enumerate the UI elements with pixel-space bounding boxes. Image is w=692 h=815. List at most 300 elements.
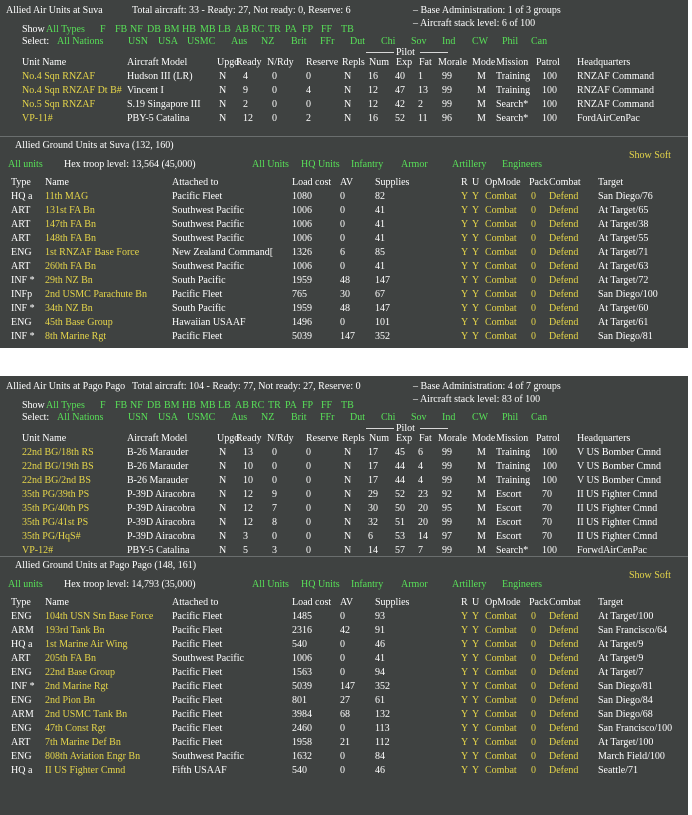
panel1-air-col-reserve[interactable]: Reserve bbox=[306, 57, 339, 68]
panel2-air-cell: 3 bbox=[272, 545, 277, 556]
panel2-air-cell: 23 bbox=[418, 489, 428, 500]
panel2-air-cell: 57 bbox=[395, 545, 405, 556]
panel2-air-cell[interactable]: 35th PG/40th PS bbox=[22, 503, 90, 514]
panel2-ground-cell[interactable]: 2nd USMC Tank Bn bbox=[45, 709, 128, 720]
panel2-filter-nation-phil[interactable]: Phil bbox=[502, 412, 519, 423]
panel2-ground-cell[interactable]: 47th Const Rgt bbox=[45, 723, 106, 734]
panel2-air-cell: 30 bbox=[368, 503, 378, 514]
panel1-filter-nation-usa[interactable]: USA bbox=[158, 36, 179, 47]
panel2-air-cell: 6 bbox=[418, 447, 423, 458]
panel2-filter-type-pa[interactable]: PA bbox=[285, 400, 297, 411]
panel2-filter-type-rc[interactable]: RC bbox=[251, 400, 265, 411]
panel2-ground-col-supplies[interactable]: Supplies bbox=[375, 597, 410, 608]
panel2-ground-cell: 84 bbox=[375, 751, 385, 762]
panel1-ground-cell: 1006 bbox=[292, 219, 312, 230]
panel2-ground-cell: Combat bbox=[485, 681, 517, 692]
panel2-ground-cell[interactable]: 205th FA Bn bbox=[45, 653, 96, 664]
panel1-ground-cell: ART bbox=[11, 233, 31, 244]
panel1-air-cell: 52 bbox=[395, 113, 405, 124]
panel2-filter-type-fb[interactable]: FB bbox=[115, 400, 128, 411]
panel1-ground-cell: Y bbox=[472, 289, 480, 300]
panel1-air-col-upgd[interactable]: Upgd bbox=[217, 57, 240, 68]
panel2-ground-cell: Y bbox=[461, 751, 469, 762]
panel1-ground-cell[interactable]: 34th NZ Bn bbox=[45, 303, 93, 314]
panel2-ground-cell: 147 bbox=[340, 681, 355, 692]
panel1-filter-type-fb[interactable]: FB bbox=[115, 24, 128, 35]
panel1-air-cell: 2 bbox=[306, 113, 311, 124]
panel2-air-cell: P-39D Airacobra bbox=[127, 503, 196, 514]
panel1-air-col-headquarters[interactable]: Headquarters bbox=[577, 57, 631, 68]
panel1-air-cell: 100 bbox=[542, 113, 557, 124]
panel1-ground-cell[interactable]: 2nd USMC Parachute Bn bbox=[45, 289, 147, 300]
panel1-air-cell[interactable]: No.4 Sqn RNZAF Dt B# bbox=[22, 85, 122, 96]
panel1-filter-type-ff[interactable]: FF bbox=[321, 24, 333, 35]
panel2-ground-cell: San Diego/81 bbox=[598, 681, 653, 692]
panel2-filter-nation-dut[interactable]: Dut bbox=[350, 412, 365, 423]
panel2-air-col-exp[interactable]: Exp bbox=[396, 433, 413, 444]
panel1-filter-nation-brit[interactable]: Brit bbox=[291, 36, 307, 47]
panel1-ground-cell: Y bbox=[472, 233, 480, 244]
panel2-air-cell: 44 bbox=[395, 461, 405, 472]
panel1-air-cell: 100 bbox=[542, 99, 557, 110]
panel2-ground-cell: 0 bbox=[531, 681, 536, 692]
panel2-air-col-fat[interactable]: Fat bbox=[419, 433, 432, 444]
panel2-ground-cell[interactable]: II US Fighter Cmnd bbox=[45, 765, 126, 776]
panel1-show-label: Show bbox=[22, 24, 45, 35]
panel1-air-cell: 0 bbox=[306, 71, 311, 82]
panel1-ground-cell: 0 bbox=[531, 233, 536, 244]
panel1-filter-type-fp[interactable]: FP bbox=[302, 24, 314, 35]
panel2-air-cell[interactable]: 35th PG/39th PS bbox=[22, 489, 90, 500]
panel1-filter-type-bm[interactable]: BM bbox=[164, 24, 180, 35]
panel1-filter-artillery[interactable]: Artillery bbox=[452, 159, 487, 170]
panel1-air-cell: 47 bbox=[395, 85, 405, 96]
panel1-air-cell: 100 bbox=[542, 71, 557, 82]
panel2-filter-infantry[interactable]: Infantry bbox=[351, 579, 384, 590]
panel1-filter-hq-units[interactable]: HQ Units bbox=[301, 159, 340, 170]
panel2-ground-col-load-cost[interactable]: Load cost bbox=[292, 597, 332, 608]
panel2-ground-cell: Y bbox=[461, 765, 469, 776]
panel1-air-cell: 40 bbox=[395, 71, 405, 82]
panel2-filter-armor[interactable]: Armor bbox=[401, 579, 428, 590]
panel2-ground-cell: Y bbox=[472, 625, 480, 636]
panel2-ground-cell: ARM bbox=[11, 625, 34, 636]
panel1-air-col-unit-name[interactable]: Unit Name bbox=[22, 57, 67, 68]
panel2-ground-cell[interactable]: 104th USN Stn Base Force bbox=[45, 611, 154, 622]
panel1-air-col-exp[interactable]: Exp bbox=[396, 57, 413, 68]
panel2-filter-type-f[interactable]: F bbox=[100, 400, 106, 411]
panel2-air-cell: 70 bbox=[542, 517, 552, 528]
panel1-filter-nation-can[interactable]: Can bbox=[531, 36, 548, 47]
panel2-ground-cell[interactable]: 22nd Base Group bbox=[45, 667, 115, 678]
panel2-ground-cell: 21 bbox=[340, 737, 350, 748]
panel2-air-title: Allied Air Units at Pago Pago bbox=[6, 381, 126, 392]
panel1-ground-col-type[interactable]: Type bbox=[11, 177, 31, 188]
panel2-ground-col-combat[interactable]: Combat bbox=[549, 597, 581, 608]
panel1-ground-cell: Southwest Pacific bbox=[172, 219, 244, 230]
panel2-filter-hq-units[interactable]: HQ Units bbox=[301, 579, 340, 590]
panel2-ground-cell: 2316 bbox=[292, 625, 312, 636]
panel2-ground-cell: Defend bbox=[549, 667, 579, 678]
panel2-ground-cell: Southwest Pacific bbox=[172, 653, 244, 664]
panel1-air-col-mode[interactable]: Mode bbox=[472, 57, 496, 68]
panel2-ground-cell: San Diego/84 bbox=[598, 695, 653, 706]
panel1-ground-col-r[interactable]: R bbox=[461, 177, 468, 188]
panel2-air-col-headquarters[interactable]: Headquarters bbox=[577, 433, 631, 444]
panel1-ground-cell: At Target/71 bbox=[598, 247, 649, 258]
panel2-filter-type-mb[interactable]: MB bbox=[200, 400, 216, 411]
panel1-air-col-repls[interactable]: Repls bbox=[342, 57, 365, 68]
panel2-ground-cell: 0 bbox=[531, 639, 536, 650]
panel2-air-cell: II US Fighter Cmnd bbox=[577, 517, 658, 528]
panel2-air-cell: 99 bbox=[442, 475, 452, 486]
panel1-ground-cell: At Target/65 bbox=[598, 205, 649, 216]
panel2-filter-type-ff[interactable]: FF bbox=[321, 400, 333, 411]
panel2-ground-cell: 1006 bbox=[292, 653, 312, 664]
panel1-ground-cell: 85 bbox=[375, 247, 385, 258]
panel1-filter-type-nf[interactable]: NF bbox=[130, 24, 143, 35]
panel2-air-col-mission[interactable]: Mission bbox=[496, 433, 529, 444]
panel1-ground-cell[interactable]: 131st FA Bn bbox=[45, 205, 95, 216]
panel1-filter-type-hb[interactable]: HB bbox=[182, 24, 196, 35]
panel1-air-col-patrol[interactable]: Patrol bbox=[536, 57, 560, 68]
panel2-filter-all-types[interactable]: All Types bbox=[46, 400, 85, 411]
panel1-air-cell[interactable]: No.5 Sqn RNZAF bbox=[22, 99, 96, 110]
panel2-ground-col-type[interactable]: Type bbox=[11, 597, 31, 608]
panel2-ground-cell: 1958 bbox=[292, 737, 312, 748]
panel2-ground-cell: At Target/100 bbox=[598, 611, 654, 622]
panel1-ground-cell: 0 bbox=[531, 275, 536, 286]
panel1-filter-nation-nz[interactable]: NZ bbox=[261, 36, 275, 47]
panel2-air-col-n-rdy[interactable]: N/Rdy bbox=[267, 433, 294, 444]
panel1-ground-cell[interactable]: 260th FA Bn bbox=[45, 261, 96, 272]
panel2-ground-cell: Combat bbox=[485, 625, 517, 636]
panel2-air-cell: P-39D Airacobra bbox=[127, 517, 196, 528]
panel1-ground-cell[interactable]: 148th FA Bn bbox=[45, 233, 96, 244]
panel2-air-cell: 8 bbox=[272, 517, 277, 528]
panel1-ground-col-name[interactable]: Name bbox=[45, 177, 69, 188]
panel2-air-cell[interactable]: VP-12# bbox=[22, 545, 54, 556]
panel2-air-cell: 9 bbox=[272, 489, 277, 500]
panel1-filter-type-tr[interactable]: TR bbox=[268, 24, 281, 35]
panel2-filter-nation-chi[interactable]: Chi bbox=[381, 412, 396, 423]
panel2-ground-cell: Pacific Fleet bbox=[172, 681, 223, 692]
panel2-filter-nation-sov[interactable]: Sov bbox=[411, 412, 427, 423]
panel1-filter-nation-usmc[interactable]: USMC bbox=[187, 36, 216, 47]
panel1-filter-type-db[interactable]: DB bbox=[147, 24, 161, 35]
panel2-ground-col-attached-to[interactable]: Attached to bbox=[172, 597, 219, 608]
panel2-air-cell: II US Fighter Cmnd bbox=[577, 503, 658, 514]
panel1-filter-all-units[interactable]: All Units bbox=[252, 159, 289, 170]
panel2-filter-nation-ffr[interactable]: FFr bbox=[320, 412, 335, 423]
panel2-air-col-repls[interactable]: Repls bbox=[342, 433, 365, 444]
panel2-air-cell: Escort bbox=[496, 489, 522, 500]
panel2-ground-cell[interactable]: 808th Aviation Engr Bn bbox=[45, 751, 141, 762]
panel1-ground-col-opmode[interactable]: OpMode bbox=[485, 177, 521, 188]
panel2-filter-nation-nz[interactable]: NZ bbox=[261, 412, 275, 423]
panel1-air-cell: Search* bbox=[496, 99, 529, 110]
panel1-ground-cell: Pacific Fleet bbox=[172, 289, 223, 300]
panel1-ground-col-combat[interactable]: Combat bbox=[549, 177, 581, 188]
panel1-filter-type-rc[interactable]: RC bbox=[251, 24, 265, 35]
panel1-filter-nation-dut[interactable]: Dut bbox=[350, 36, 365, 47]
panel1-filter-type-tb[interactable]: TB bbox=[341, 24, 354, 35]
panel1-air-cell[interactable]: VP-11# bbox=[22, 113, 53, 124]
panel2-air-col-unit-name[interactable]: Unit Name bbox=[22, 433, 67, 444]
panel1-air-col-aircraft-model[interactable]: Aircraft Model bbox=[127, 57, 188, 68]
panel2-ground-cell: San Francisco/64 bbox=[598, 625, 668, 636]
panel1-filter-type-ab[interactable]: AB bbox=[235, 24, 249, 35]
panel1-ground-cell[interactable]: 8th Marine Rgt bbox=[45, 331, 107, 342]
panel2-air-summary: Total aircraft: 104 - Ready: 77, Not ready: 27, Reserve: 0 bbox=[132, 381, 361, 392]
panel2-air-cell: Escort bbox=[496, 503, 522, 514]
panel2-ground-cell[interactable]: 2nd Pion Bn bbox=[45, 695, 96, 706]
panel2-ground-cell: Combat bbox=[485, 667, 517, 678]
panel1-air-cell: RNZAF Command bbox=[577, 99, 654, 110]
panel1-ground-cell: 0 bbox=[531, 331, 536, 342]
panel2-air-col-mode[interactable]: Mode bbox=[472, 433, 496, 444]
panel2-air-cell: N bbox=[344, 503, 352, 514]
panel2-air-cell: 0 bbox=[306, 503, 311, 514]
panel1-filter-nation-sov[interactable]: Sov bbox=[411, 36, 427, 47]
panel2-filter-type-tb[interactable]: TB bbox=[341, 400, 354, 411]
panel2-air-cell: II US Fighter Cmnd bbox=[577, 531, 658, 542]
panel1-ground-cell: Y bbox=[461, 191, 469, 202]
panel2-filter-type-bm[interactable]: BM bbox=[164, 400, 180, 411]
panel2-air-col-num[interactable]: Num bbox=[369, 433, 389, 444]
panel1-ground-col-attached-to[interactable]: Attached to bbox=[172, 177, 219, 188]
panel2-ground-cell: Y bbox=[472, 765, 480, 776]
panel2-air-cell[interactable]: 22nd BG/18th RS bbox=[22, 447, 94, 458]
panel2-ground-cell: 46 bbox=[375, 765, 385, 776]
panel1-filter-all-types[interactable]: All Types bbox=[46, 24, 85, 35]
panel1-air-cell: 99 bbox=[442, 71, 452, 82]
panel2-ground-cell: 68 bbox=[340, 709, 350, 720]
panel2-ground-cell: 0 bbox=[531, 653, 536, 664]
panel1-ground-cell: Combat bbox=[485, 289, 517, 300]
panel2-all-units-link[interactable]: All units bbox=[8, 579, 43, 590]
panel2-filter-nation-can[interactable]: Can bbox=[531, 412, 548, 423]
panel1-ground-cell[interactable]: 11th MAG bbox=[45, 191, 89, 202]
panel1-ground-col-supplies[interactable]: Supplies bbox=[375, 177, 410, 188]
panel1-air-cell[interactable]: No.4 Sqn RNZAF bbox=[22, 71, 96, 82]
panel2-filter-nation-usa[interactable]: USA bbox=[158, 412, 179, 423]
panel2-air-cell: N bbox=[219, 461, 227, 472]
panel2-ground-cell: 112 bbox=[375, 737, 390, 748]
panel2-ground-col-av[interactable]: AV bbox=[340, 597, 354, 608]
panel2-air-col-reserve[interactable]: Reserve bbox=[306, 433, 339, 444]
panel2-air-col-upgd[interactable]: Upgd bbox=[217, 433, 240, 444]
panel2-air-cell: N bbox=[219, 489, 227, 500]
panel2-filter-all-units[interactable]: All Units bbox=[252, 579, 289, 590]
panel1-filter-nation-ffr[interactable]: FFr bbox=[320, 36, 335, 47]
panel1-ground-cell: 1006 bbox=[292, 261, 312, 272]
panel1-air-cell: M bbox=[477, 71, 486, 82]
panel1-filter-type-mb[interactable]: MB bbox=[200, 24, 216, 35]
panel2-air-cell: M bbox=[477, 545, 486, 556]
panel2-ground-cell: Y bbox=[472, 695, 480, 706]
panel1-air-col-mission[interactable]: Mission bbox=[496, 57, 529, 68]
panel2-ground-cell[interactable]: 2nd Marine Rgt bbox=[45, 681, 109, 692]
panel2-air-cell: 4 bbox=[418, 461, 423, 472]
panel2-air-cell[interactable]: 35th PG/HqS# bbox=[22, 531, 81, 542]
panel2-air-cell: ForwdAirCenPac bbox=[577, 545, 647, 556]
panel2-air-col-aircraft-model[interactable]: Aircraft Model bbox=[127, 433, 188, 444]
panel2-air-cell: 20 bbox=[418, 503, 428, 514]
panel2-ground-cell: ARM bbox=[11, 709, 34, 720]
panel1-air-col-n-rdy[interactable]: N/Rdy bbox=[267, 57, 294, 68]
panel1-air-cell: 0 bbox=[272, 85, 277, 96]
panel2-ground-cell: Combat bbox=[485, 737, 517, 748]
panel2-ground-cell: 0 bbox=[340, 653, 345, 664]
panel1-ground-col-target[interactable]: Target bbox=[598, 177, 624, 188]
panel2-filter-nation-cw[interactable]: CW bbox=[472, 412, 489, 423]
panel1-air-cell: N bbox=[344, 113, 352, 124]
panel1-air-cell: N bbox=[219, 71, 227, 82]
panel2-ground-cell: 0 bbox=[531, 723, 536, 734]
panel2-ground-col-r[interactable]: R bbox=[461, 597, 468, 608]
panel2-air-cell: 0 bbox=[272, 475, 277, 486]
panel1-filter-type-pa[interactable]: PA bbox=[285, 24, 297, 35]
panel1-filter-nation-chi[interactable]: Chi bbox=[381, 36, 396, 47]
panel2-filter-type-db[interactable]: DB bbox=[147, 400, 161, 411]
panel1-ground-cell[interactable]: 147th FA Bn bbox=[45, 219, 96, 230]
panel1-filter-nation-cw[interactable]: CW bbox=[472, 36, 489, 47]
panel1-ground-cell: Y bbox=[461, 233, 469, 244]
panel2-filter-nation-usn[interactable]: USN bbox=[128, 412, 149, 423]
panel1-air-col-fat[interactable]: Fat bbox=[419, 57, 432, 68]
panel2-ground-cell: ENG bbox=[11, 695, 32, 706]
panel2-ground-cell: 0 bbox=[340, 639, 345, 650]
panel1-filter-type-f[interactable]: F bbox=[100, 24, 106, 35]
panel2-air-cell: 95 bbox=[442, 503, 452, 514]
panel1-ground-cell: 82 bbox=[375, 191, 385, 202]
panel2-filter-type-ab[interactable]: AB bbox=[235, 400, 249, 411]
panel2-ground-col-target[interactable]: Target bbox=[598, 597, 624, 608]
panel2-filter-type-nf[interactable]: NF bbox=[130, 400, 143, 411]
panel2-air-cell: 0 bbox=[306, 489, 311, 500]
panel1-ground-cell: Defend bbox=[549, 219, 579, 230]
panel2-ground-cell: 132 bbox=[375, 709, 390, 720]
panel1-filter-armor[interactable]: Armor bbox=[401, 159, 428, 170]
panel1-air-cell: 100 bbox=[542, 85, 557, 96]
panel1-ground-cell[interactable]: 29th NZ Bn bbox=[45, 275, 93, 286]
panel1-show-soft-toggle[interactable]: Show Soft bbox=[629, 150, 671, 161]
panel2-show-soft-toggle[interactable]: Show Soft bbox=[629, 570, 671, 581]
panel2-air-cell: 99 bbox=[442, 447, 452, 458]
panel2-filter-nation-usmc[interactable]: USMC bbox=[187, 412, 216, 423]
panel2-ground-cell: Y bbox=[461, 737, 469, 748]
panel2-air-col-morale[interactable]: Morale bbox=[438, 433, 467, 444]
panel1-filter-nation-all-nations[interactable]: All Nations bbox=[57, 36, 104, 47]
panel2-ground-cell[interactable]: 7th Marine Def Bn bbox=[45, 737, 121, 748]
panel2-air-cell: B-26 Marauder bbox=[127, 475, 189, 486]
panel1-ground-cell[interactable]: 1st RNZAF Base Force bbox=[45, 247, 140, 258]
panel2-filter-artillery[interactable]: Artillery bbox=[452, 579, 487, 590]
panel1-ground-col-load-cost[interactable]: Load cost bbox=[292, 177, 332, 188]
panel2-air-col-patrol[interactable]: Patrol bbox=[536, 433, 560, 444]
panel2-air-cell: B-26 Marauder bbox=[127, 461, 189, 472]
panel2-ground-cell[interactable]: 193rd Tank Bn bbox=[45, 625, 105, 636]
panel2-ground-col-opmode[interactable]: OpMode bbox=[485, 597, 521, 608]
panel2-filter-nation-brit[interactable]: Brit bbox=[291, 412, 307, 423]
panel1-air-col-num[interactable]: Num bbox=[369, 57, 389, 68]
panel2-filter-type-hb[interactable]: HB bbox=[182, 400, 196, 411]
panel1-filter-nation-ind[interactable]: Ind bbox=[442, 36, 456, 47]
panel2-ground-col-name[interactable]: Name bbox=[45, 597, 69, 608]
panel2-ground-cell: Defend bbox=[549, 737, 579, 748]
panel1-ground-cell: 0 bbox=[531, 261, 536, 272]
panel1-filter-nation-aus[interactable]: Aus bbox=[231, 36, 248, 47]
panel1-air-cell: RNZAF Command bbox=[577, 71, 654, 82]
panel1-filter-nation-phil[interactable]: Phil bbox=[502, 36, 519, 47]
panel2-ground-col-u[interactable]: U bbox=[472, 597, 480, 608]
panel2-air-cell[interactable]: 22nd BG/19th BS bbox=[22, 461, 94, 472]
panel2-ground-col-pack[interactable]: Pack bbox=[529, 597, 549, 608]
panel2-filter-nation-ind[interactable]: Ind bbox=[442, 412, 456, 423]
panel1-filter-infantry[interactable]: Infantry bbox=[351, 159, 384, 170]
panel1-air-cell: 2 bbox=[243, 99, 248, 110]
panel1-air-col-ready[interactable]: Ready bbox=[236, 57, 262, 68]
panel2-filter-type-lb[interactable]: LB bbox=[218, 400, 231, 411]
panel2-filter-nation-all-nations[interactable]: All Nations bbox=[57, 412, 104, 423]
panel2-stack-level: – Aircraft stack level: 83 of 100 bbox=[413, 394, 541, 405]
panel2-air-cell: 20 bbox=[418, 517, 428, 528]
panel1-air-cell: 0 bbox=[272, 113, 277, 124]
panel1-ground-cell: South Pacific bbox=[172, 275, 226, 286]
panel2-ground-cell: 1632 bbox=[292, 751, 312, 762]
panel1-ground-col-pack[interactable]: Pack bbox=[529, 177, 549, 188]
panel2-ground-cell: 27 bbox=[340, 695, 350, 706]
panel2-air-col-ready[interactable]: Ready bbox=[236, 433, 262, 444]
panel2-filter-type-fp[interactable]: FP bbox=[302, 400, 314, 411]
panel2-filter-nation-aus[interactable]: Aus bbox=[231, 412, 248, 423]
panel2-air-cell[interactable]: 35th PG/41st PS bbox=[22, 517, 89, 528]
panel1-all-units-link[interactable]: All units bbox=[8, 159, 43, 170]
panel2-ground-cell: Y bbox=[472, 681, 480, 692]
panel2-ground-cell: 2460 bbox=[292, 723, 312, 734]
panel2-air-cell: N bbox=[344, 461, 352, 472]
panel2-filter-type-tr[interactable]: TR bbox=[268, 400, 281, 411]
panel1-ground-cell: Pacific Fleet bbox=[172, 191, 223, 202]
panel2-ground-cell: 0 bbox=[340, 667, 345, 678]
panel1-ground-cell: 1006 bbox=[292, 205, 312, 216]
panel1-ground-cell: 1496 bbox=[292, 317, 312, 328]
panel1-ground-col-av[interactable]: AV bbox=[340, 177, 354, 188]
panel1-ground-cell[interactable]: 45th Base Group bbox=[45, 317, 113, 328]
panel1-filter-type-lb[interactable]: LB bbox=[218, 24, 231, 35]
panel2-air-cell: 13 bbox=[243, 447, 253, 458]
panel1-ground-col-u[interactable]: U bbox=[472, 177, 480, 188]
panel2-ground-cell[interactable]: 1st Marine Air Wing bbox=[45, 639, 128, 650]
panel2-ground-separator bbox=[0, 556, 688, 557]
panel2-ground-cell: March Field/100 bbox=[598, 751, 665, 762]
panel1-air-col-morale[interactable]: Morale bbox=[438, 57, 467, 68]
panel1-air-cell: FordAirCenPac bbox=[577, 113, 640, 124]
panel1-ground-cell: Y bbox=[472, 303, 480, 314]
panel2-air-cell: 12 bbox=[243, 517, 253, 528]
panel2-air-cell: M bbox=[477, 475, 486, 486]
panel1-filter-nation-usn[interactable]: USN bbox=[128, 36, 149, 47]
panel2-air-cell: 53 bbox=[395, 531, 405, 542]
panel1-air-cell: Hudson III (LR) bbox=[127, 71, 193, 82]
panel2-filter-engineers[interactable]: Engineers bbox=[502, 579, 542, 590]
panel1-ground-cell: HQ a bbox=[11, 191, 33, 202]
panel2-air-cell[interactable]: 22nd BG/2nd BS bbox=[22, 475, 91, 486]
panel1-filter-engineers[interactable]: Engineers bbox=[502, 159, 542, 170]
panel2-ground-cell: ENG bbox=[11, 667, 32, 678]
panel1-air-cell: M bbox=[477, 113, 486, 124]
